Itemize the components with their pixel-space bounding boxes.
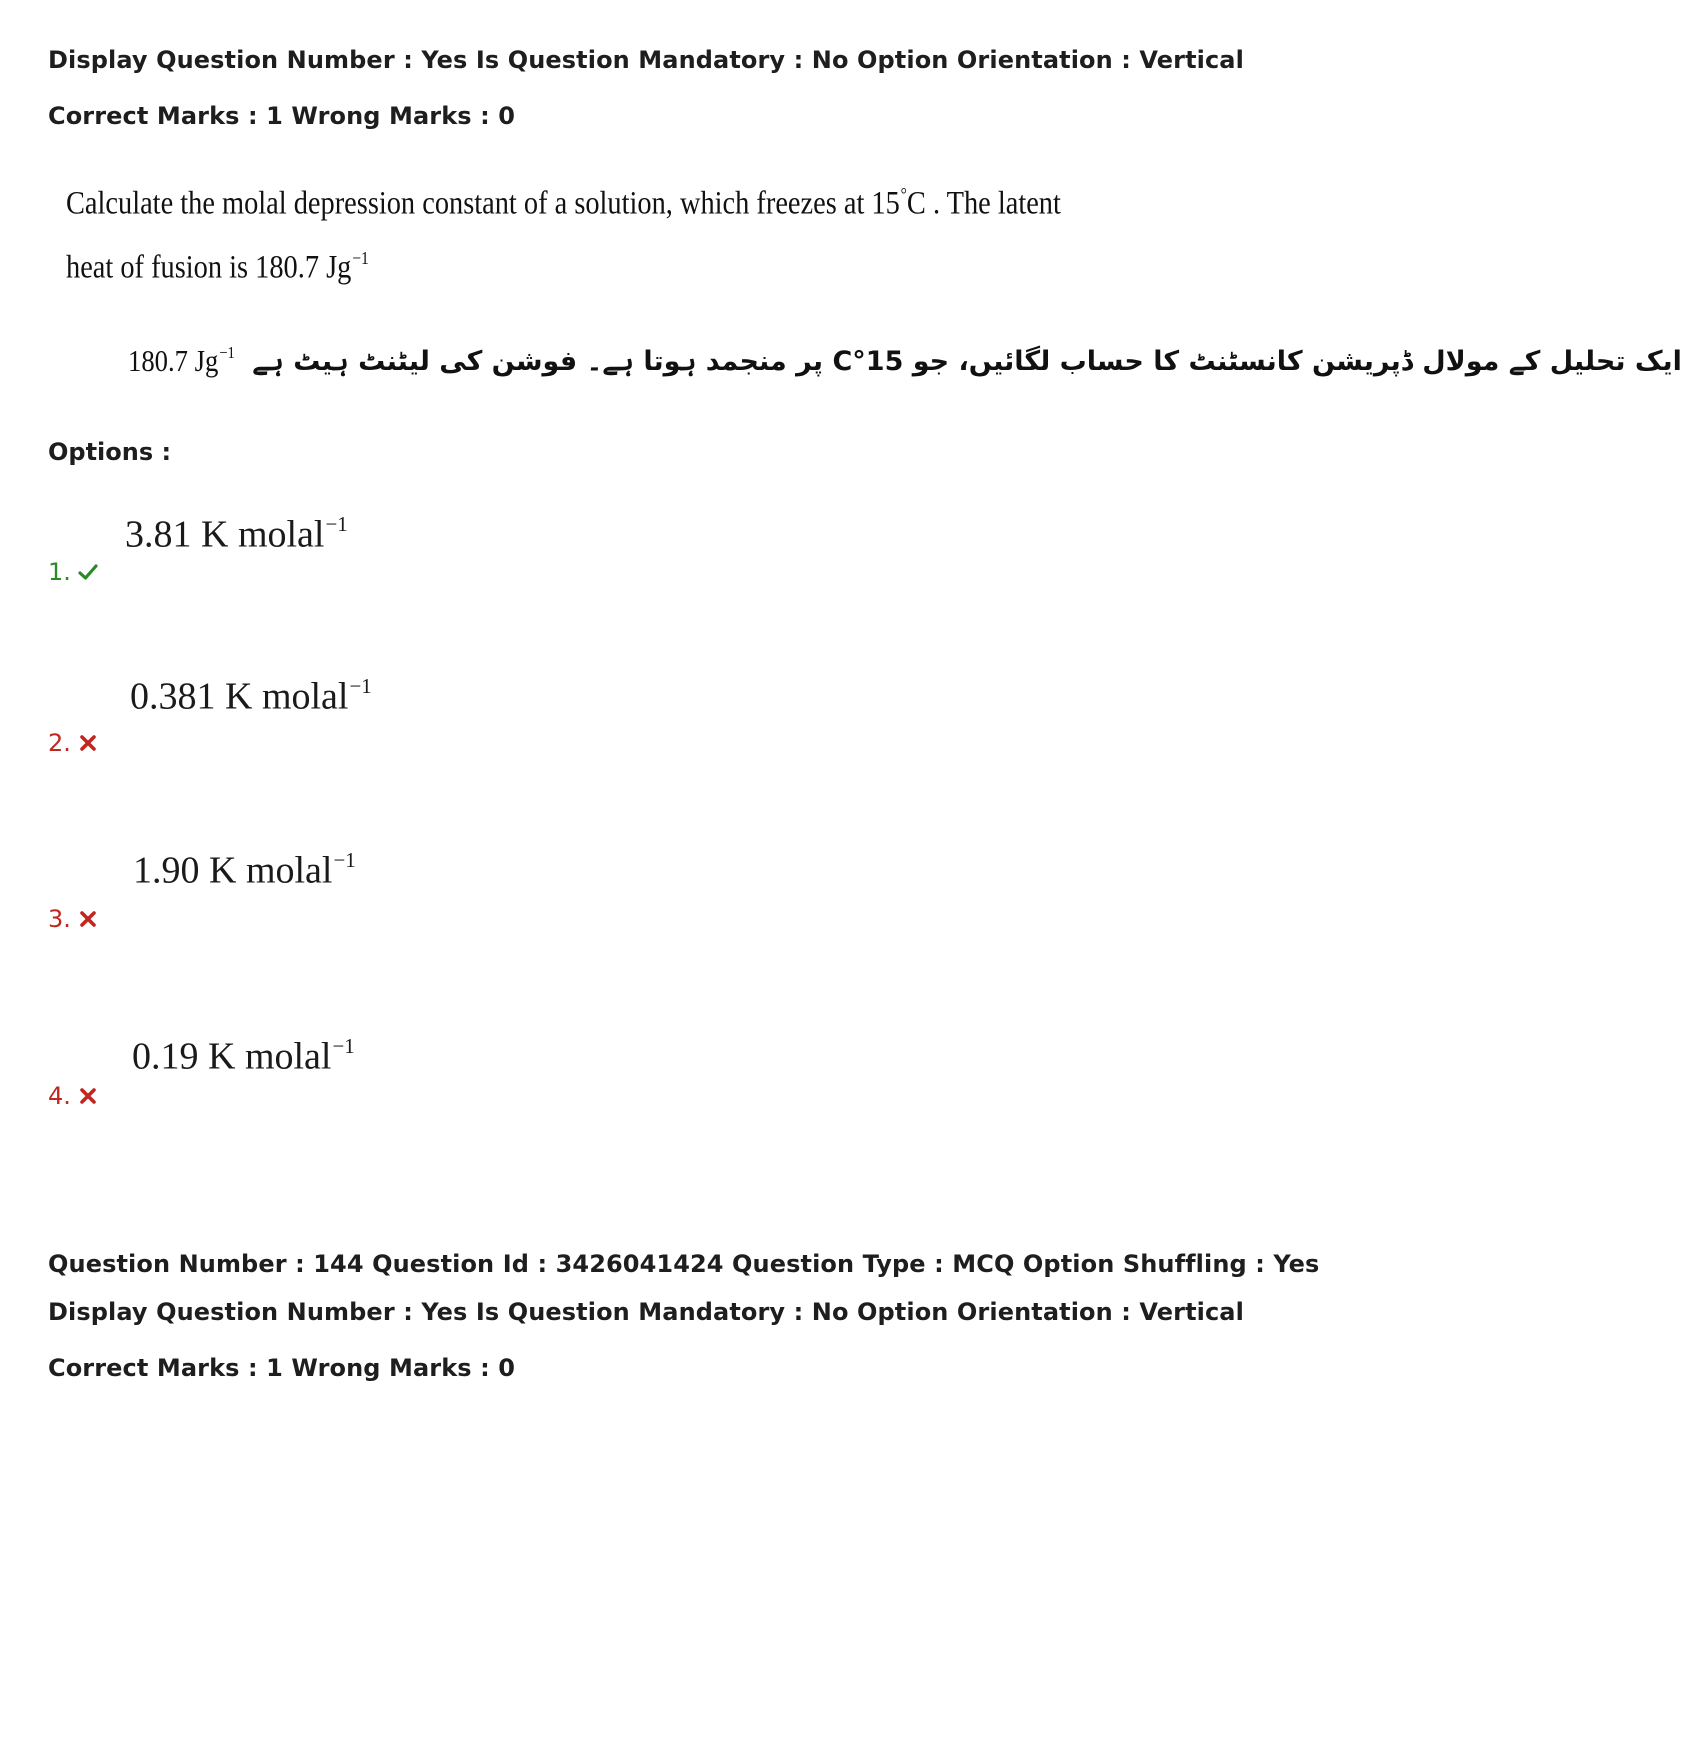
- option-1-text: [125, 512, 348, 557]
- option-1-sup: −1: [325, 512, 348, 536]
- question-text-line1-main: Calculate the molal depression constant of a solution, which freezes at 15: [66, 185, 900, 222]
- option-1-value: 3.81 K molal: [125, 513, 325, 556]
- next-question-meta-ids: Question Number : 144 Question Id : 3426041424 Question Type : MCQ Option Shuffling : Yes: [48, 1250, 1320, 1278]
- question-text-line2-sup: −1: [352, 248, 369, 268]
- option-2-value: 0.381 K molal: [130, 675, 349, 718]
- urdu-value-main: 180.7 Jg: [128, 343, 219, 378]
- urdu-value-sup: −1: [219, 343, 235, 363]
- next-question-meta-display: Display Question Number : Yes Is Question Mandatory : No Option Orientation : Vertical: [48, 1298, 1244, 1326]
- option-3-sup: −1: [333, 848, 356, 872]
- urdu-sentence: ایک تحلیل کے مولال ڈپریشن کانسٹنٹ کا حساب لگائیں، جو 15°C پر منجمد ہوتا ہے۔ فوشن کی لیٹنٹ ہیٹ ہے: [252, 345, 1682, 377]
- option-4-value: 0.19 K molal: [132, 1035, 332, 1078]
- question-text-line1-end: C . The latent: [906, 185, 1061, 222]
- option-3-number: 3.: [48, 905, 71, 933]
- question-text-urdu: [128, 336, 1682, 386]
- question-text-line2-main: heat of fusion is 180.7 Jg: [66, 249, 352, 286]
- cross-icon: [77, 732, 99, 754]
- option-2-sup: −1: [349, 674, 372, 698]
- cross-icon: [77, 908, 99, 930]
- question-meta-display: Display Question Number : Yes Is Question Mandatory : No Option Orientation : Vertical: [48, 46, 1244, 74]
- next-question-meta-marks: Correct Marks : 1 Wrong Marks : 0: [48, 1354, 516, 1382]
- option-1-marker: [48, 558, 99, 586]
- urdu-value: [128, 343, 235, 379]
- question-text-line2: [66, 248, 369, 287]
- options-label: Options :: [48, 438, 172, 466]
- option-4-marker: [48, 1082, 99, 1110]
- option-4-text: [132, 1034, 355, 1079]
- cross-icon: [77, 1085, 99, 1107]
- option-4-sup: −1: [332, 1034, 355, 1058]
- option-3-marker: [48, 905, 99, 933]
- option-4-number: 4.: [48, 1082, 71, 1110]
- option-2-text: [130, 674, 372, 719]
- question-meta-marks: Correct Marks : 1 Wrong Marks : 0: [48, 102, 516, 130]
- option-3-value: 1.90 K molal: [133, 849, 333, 892]
- option-1-number: 1.: [48, 558, 71, 586]
- option-2-number: 2.: [48, 729, 71, 757]
- option-2-marker: [48, 729, 99, 757]
- option-3-text: [133, 848, 356, 893]
- degree-sign: °: [900, 184, 907, 204]
- question-text-line1: [66, 184, 1061, 223]
- check-icon: [77, 561, 99, 583]
